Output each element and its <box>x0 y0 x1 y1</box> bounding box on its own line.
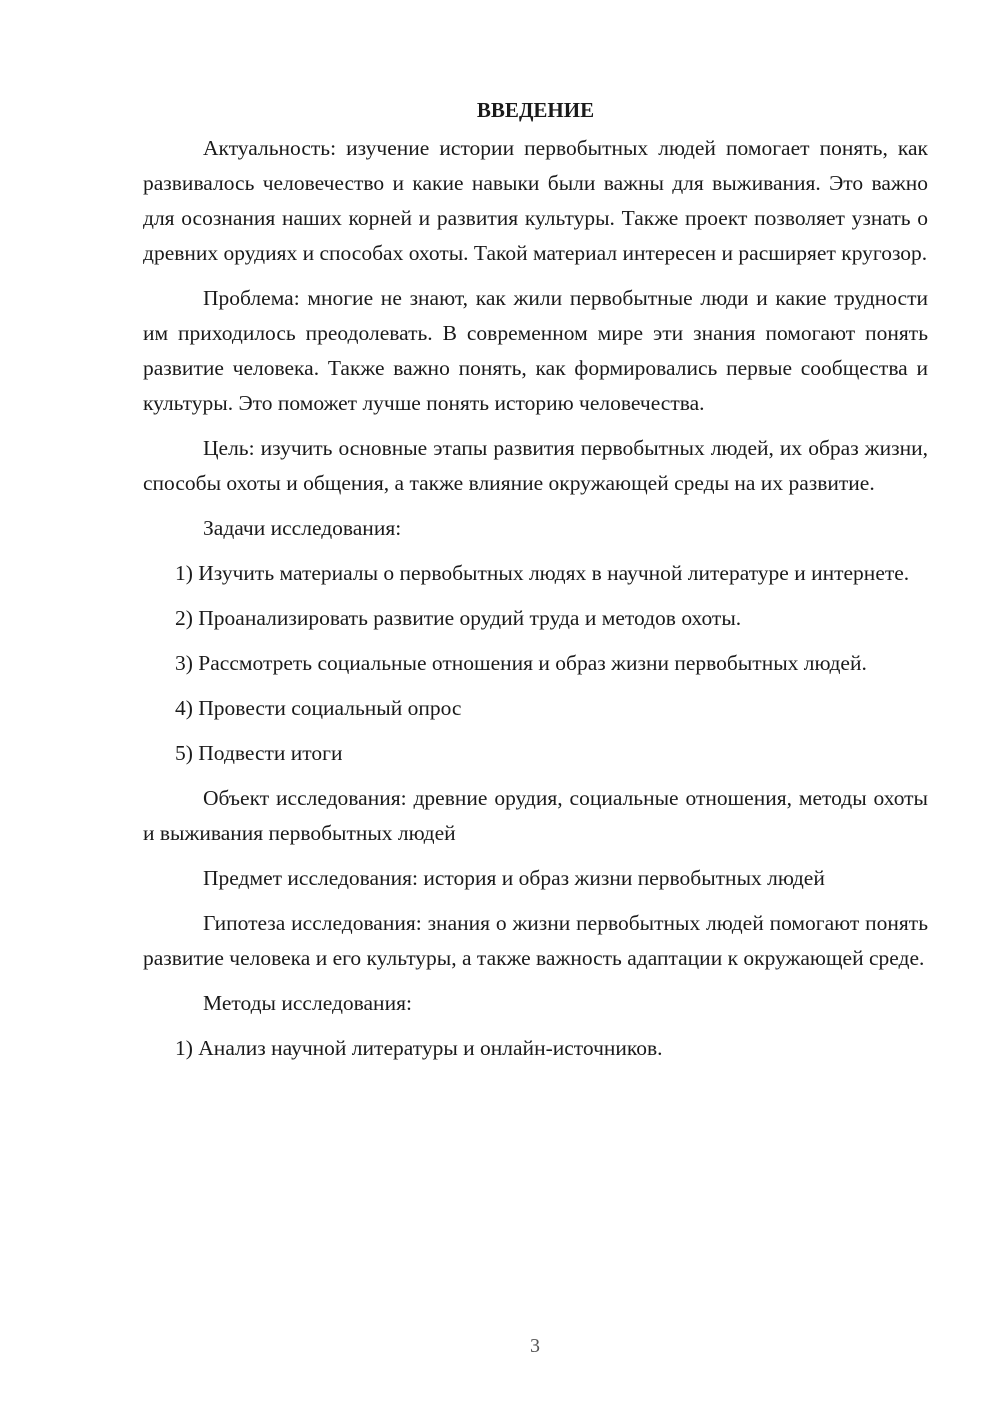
page-number: 3 <box>530 1335 540 1357</box>
problem-paragraph: Проблема: многие не знают, как жили первобытные люди и какие трудности им приходилось преодолевать. В современном мире эти знания помогают понять развитие человека. Также важно понять, как формировались первые сообщества и культуры. Это поможет лучше понять историю человечества. <box>143 286 928 415</box>
object-paragraph: Объект исследования: древние орудия, социальные отношения, методы охоты и выживания первобытных людей <box>143 786 928 845</box>
methods-heading: Методы исследования: <box>203 991 412 1015</box>
tasks-heading: Задачи исследования: <box>203 516 402 540</box>
hypothesis-paragraph: Гипотеза исследования: знания о жизни первобытных людей помогают понять развитие человека и его культуры, а также важность адаптации к окружающей среде. <box>143 911 928 970</box>
page-title: ВВЕДЕНИЕ <box>476 98 595 122</box>
goal-paragraph: Цель: изучить основные этапы развития первобытных людей, их образ жизни, способы охоты и общения, а также влияние окружающей среды на их развитие. <box>143 436 928 495</box>
task-item-2: 2) Проанализировать развитие орудий труда и методов охоты. <box>175 606 742 630</box>
task-item-5: 5) Подвести итоги <box>175 741 343 765</box>
subject-paragraph: Предмет исследования: история и образ жизни первобытных людей <box>203 866 825 890</box>
task-item-3: 3) Рассмотреть социальные отношения и образ жизни первобытных людей. <box>175 651 867 675</box>
task-item-4: 4) Провести социальный опрос <box>175 696 462 720</box>
document-page <box>143 95 928 1076</box>
method-item-1: 1) Анализ научной литературы и онлайн-источников. <box>175 1036 663 1060</box>
task-item-1: 1) Изучить материалы о первобытных людях в научной литературе и интернете. <box>175 561 910 585</box>
relevance-paragraph: Актуальность: изучение истории первобытных людей помогает понять, как развивалось человечество и какие навыки были важны для выживания. Это важно для осознания наших корней и развития культуры. Также проект позволяет узнать о древних орудиях и способах охоты. Такой материал интересен и расширяет кругозор. <box>143 136 928 265</box>
